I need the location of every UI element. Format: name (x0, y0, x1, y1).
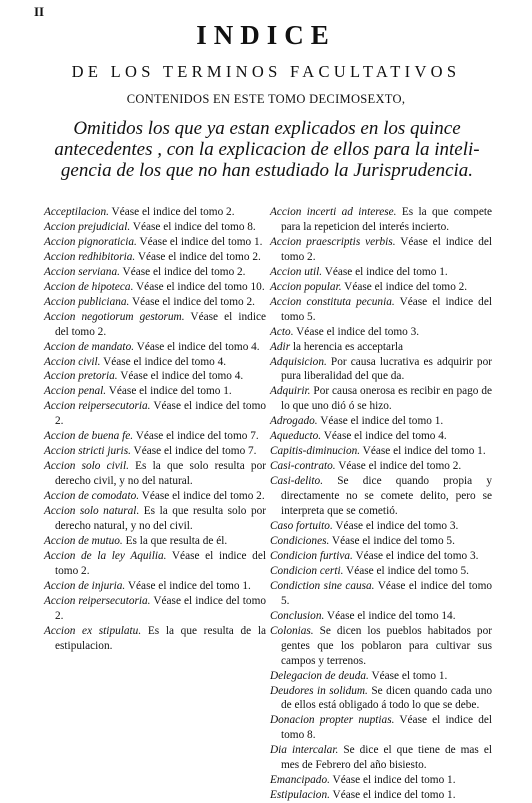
index-term: Accion util. (270, 265, 323, 278)
index-entry (270, 624, 492, 669)
index-entry (270, 519, 492, 534)
index-description: Véase el indice del tomo 5. (281, 295, 492, 323)
index-description: Véase el indice del tomo 2. (135, 250, 261, 263)
index-entry (44, 250, 266, 265)
index-entry (270, 355, 492, 385)
index-term: Accion penal. (44, 385, 107, 398)
index-description: Véase el indice del tomo 4. (321, 430, 447, 443)
index-term: Accion pignoraticia. (44, 235, 137, 248)
index-term: Accion de buena fe. (44, 430, 134, 443)
index-term: Condiciones. (270, 534, 330, 547)
index-entry (270, 609, 492, 624)
index-term: Donacion propter nuptias. (270, 714, 395, 727)
index-description: Véase el indice del tomo 2. (55, 549, 266, 577)
index-term: Estipulacion. (270, 789, 330, 802)
index-description: Véase el indice del tomo 1. (136, 235, 263, 248)
index-entry (44, 369, 266, 384)
index-description: Véase el indice del tomo 7. (133, 430, 259, 443)
index-term: Accion redhibitoria. (44, 250, 136, 263)
index-term: Aqueducto. (270, 430, 322, 443)
index-entry (270, 788, 492, 803)
index-term: Accion reipersecutoria. (44, 400, 151, 413)
page-number: II (34, 4, 45, 19)
index-description: Véase el indice del tomo 1. (106, 385, 232, 398)
index-description: Véase el indice del tomo 1. (322, 265, 448, 278)
index-term: Accion de mutuo. (44, 534, 123, 547)
index-term: Accion reipersecutoria. (44, 594, 151, 607)
index-description: Se dice el que tiene de mas el mes de Febrero del año bisiesto. (281, 744, 493, 772)
index-entry (44, 624, 266, 654)
index-description: Véase el indice del tomo 1. (125, 579, 251, 592)
index-entry (44, 384, 266, 399)
index-description: Véase el tomo 1. (368, 669, 448, 682)
index-entry (44, 534, 266, 549)
index-entry (270, 205, 492, 235)
index-description: Véase el indice del tomo 3. (332, 520, 459, 533)
index-description: Se dicen quando cada uno de ellos está obligado á todo lo que se debe. (281, 684, 493, 712)
index-entry (44, 444, 266, 459)
index-entry (270, 459, 492, 474)
index-term: Accion solo civil. (44, 460, 129, 473)
index-entry (44, 205, 266, 220)
index-entry (270, 474, 492, 519)
index-entry (270, 564, 492, 579)
index-entry (270, 295, 492, 325)
index-entry (270, 235, 492, 265)
index-term: Accion praescriptis verbis. (270, 235, 396, 248)
index-entry (44, 295, 266, 310)
index-term: Accion de mandato. (44, 340, 135, 353)
intro-line: antecedentes , con la explicacion de ellos para la inteli- (54, 139, 480, 160)
index-description: Véase el indice del tomo 2. (55, 400, 267, 428)
index-description: Véase el indice del tomo 2. (55, 594, 267, 622)
index-term: Accion ex stipulatu. (44, 624, 142, 637)
index-entry (44, 594, 266, 624)
index-description: Véase el indice del tomo 1. (360, 445, 486, 458)
index-description: Véase el indice del tomo 4. (117, 370, 244, 383)
index-entry (44, 220, 266, 235)
index-description: Véase el indice del tomo 1. (317, 415, 444, 428)
index-description: Se dicen los pueblos habitados por gentes que los poblaron para cultivar sus campos y terrenos. (281, 624, 492, 667)
index-term: Colonias. (270, 624, 314, 637)
index-entry (44, 429, 266, 444)
index-term: Accion negotiorum gestorum. (44, 310, 185, 323)
index-term: Acceptilacion. (44, 206, 109, 218)
index-entry (270, 280, 492, 295)
index-description: la herencia es acceptarla (290, 340, 403, 353)
index-description: Véase el indice del tomo 2. (55, 310, 266, 338)
index-description: Véase el indice del tomo 5. (329, 534, 455, 547)
index-entry (44, 504, 266, 534)
index-entry (270, 684, 492, 714)
index-term: Accion constituta pecunia. (270, 295, 395, 308)
index-description: Véase el indice del tomo 2. (108, 206, 235, 218)
index-term: Accion solo natural. (44, 505, 140, 518)
index-term: Conclusion. (270, 609, 325, 622)
index-entry (270, 534, 492, 549)
intro-paragraph (52, 118, 482, 181)
index-entry (44, 280, 266, 295)
index-description: Véase el indice del tomo 2. (341, 280, 468, 293)
index-entry (270, 444, 492, 459)
index-description: Véase el indice del tomo 1. (329, 774, 456, 787)
index-entry (270, 384, 492, 414)
index-description: Véase el indice del tomo 10. (133, 280, 265, 293)
index-entry (44, 355, 266, 370)
right-index-column (270, 205, 492, 803)
index-term: Emancipado. (270, 774, 330, 787)
index-entry (270, 549, 492, 564)
index-term: Accion stricti juris. (44, 445, 131, 458)
index-term: Capitis-diminucion. (270, 445, 361, 458)
index-term: Accion popular. (270, 280, 342, 293)
index-term: Casi-contrato. (270, 460, 336, 473)
index-entry (270, 713, 492, 743)
index-term: Accion serviana. (44, 265, 120, 278)
index-entry (270, 265, 492, 280)
index-term: Accion civil. (44, 355, 101, 368)
index-description: Véase el indice del tomo 5. (343, 564, 470, 577)
index-entry (44, 340, 266, 355)
index-term: Dia intercalar. (270, 744, 339, 757)
index-term: Adrogado. (270, 415, 318, 428)
index-term: Adquirir. (270, 385, 311, 398)
index-term: Casi-delito. (270, 475, 324, 488)
index-term: Caso fortuito. (270, 520, 333, 533)
index-term: Delegacion de deuda. (270, 669, 369, 682)
index-entry (44, 399, 266, 429)
index-description: Es la que resulta de la estipulacion. (55, 624, 266, 652)
left-index-column (44, 205, 266, 654)
intro-line: Omitidos los que ya estan explicados en los quince (73, 118, 461, 139)
index-description: Por causa lucrativa es adquirir por pura liberalidad del que da. (281, 355, 492, 383)
index-entry (44, 265, 266, 280)
page-title: INDICE (196, 20, 336, 50)
index-entry (270, 340, 492, 355)
index-term: Deudores in solidum. (270, 684, 368, 697)
index-description: Es la que resulta solo por derecho natural, y no del civil. (55, 505, 266, 533)
index-description: Véase el indice del tomo 2. (119, 265, 246, 278)
index-description: Véase el indice del tomo 3. (293, 325, 420, 338)
index-entry (270, 429, 492, 444)
index-term: Adir (270, 340, 291, 353)
index-description: Véase el indice del tomo 1. (329, 789, 456, 802)
index-description: Véase el indice del tomo 8. (130, 220, 256, 233)
index-description: Es la que solo resulta por derecho civil, y no del natural. (55, 460, 266, 488)
index-entry (270, 325, 492, 340)
index-description: Véase el indice del tomo 3. (352, 549, 479, 562)
index-term: Accion pretoria. (44, 370, 118, 383)
index-term: Condicion certi. (270, 564, 344, 577)
index-description: Véase el indice del tomo 2. (129, 295, 255, 308)
index-entry (44, 489, 266, 504)
index-entry (270, 669, 492, 684)
index-term: Condiction sine causa. (270, 579, 375, 592)
index-entry (270, 579, 492, 609)
index-description: Véase el indice del tomo 2. (281, 235, 492, 263)
intro-line: gencia de los que no han estudiado la Jurisprudencia. (60, 160, 474, 181)
index-term: Accion de la ley Aquilia. (44, 549, 167, 562)
index-term: Acto. (270, 325, 294, 338)
index-description: Véase el indice del tomo 2. (335, 460, 462, 473)
index-description: Véase el indice del tomo 4. (134, 340, 260, 353)
index-description: Es la que compete para la repeticion del interés incierto. (281, 206, 492, 233)
index-description: Se dice quando propia y directamente no se comete delito, pero se interpreta que se cometió. (281, 475, 492, 518)
index-term: Accion prejudicial. (44, 220, 131, 233)
index-term: Accion de comodato. (44, 490, 140, 503)
index-description: Véase el indice del tomo 14. (324, 609, 456, 622)
index-entry (44, 579, 266, 594)
index-description: Véase el indice del tomo 8. (281, 714, 493, 742)
index-description: Por causa onerosa es recibir en pago de lo que uno dió ó se hizo. (281, 385, 492, 413)
subtitle-contenidos: CONTENIDOS EN ESTE TOMO DECIMOSEXTO, (126, 92, 406, 106)
index-term: Condicion furtiva. (270, 549, 353, 562)
index-description: Véase el indice del tomo 5. (281, 579, 493, 607)
index-entry (270, 773, 492, 788)
index-term: Adquisicion. (270, 355, 327, 368)
index-entry (44, 459, 266, 489)
index-term: Accion de hipoteca. (44, 280, 134, 293)
index-description: Véase el indice del tomo 2. (139, 490, 265, 503)
index-entry (44, 549, 266, 579)
index-entry (270, 743, 492, 773)
index-term: Accion de injuria. (44, 579, 126, 592)
index-description: Véase el indice del tomo 4. (100, 355, 227, 368)
index-description: Es la que resulta de él. (122, 534, 228, 547)
index-term: Accion incerti ad interese. (270, 206, 397, 218)
index-description: Véase el indice del tomo 7. (130, 445, 257, 458)
index-entry (44, 235, 266, 250)
index-entry (44, 310, 266, 340)
index-entry (270, 414, 492, 429)
index-term: Accion publiciana. (44, 295, 130, 308)
subtitle-terminos: DE LOS TERMINOS FACULTATIVOS (71, 62, 461, 81)
